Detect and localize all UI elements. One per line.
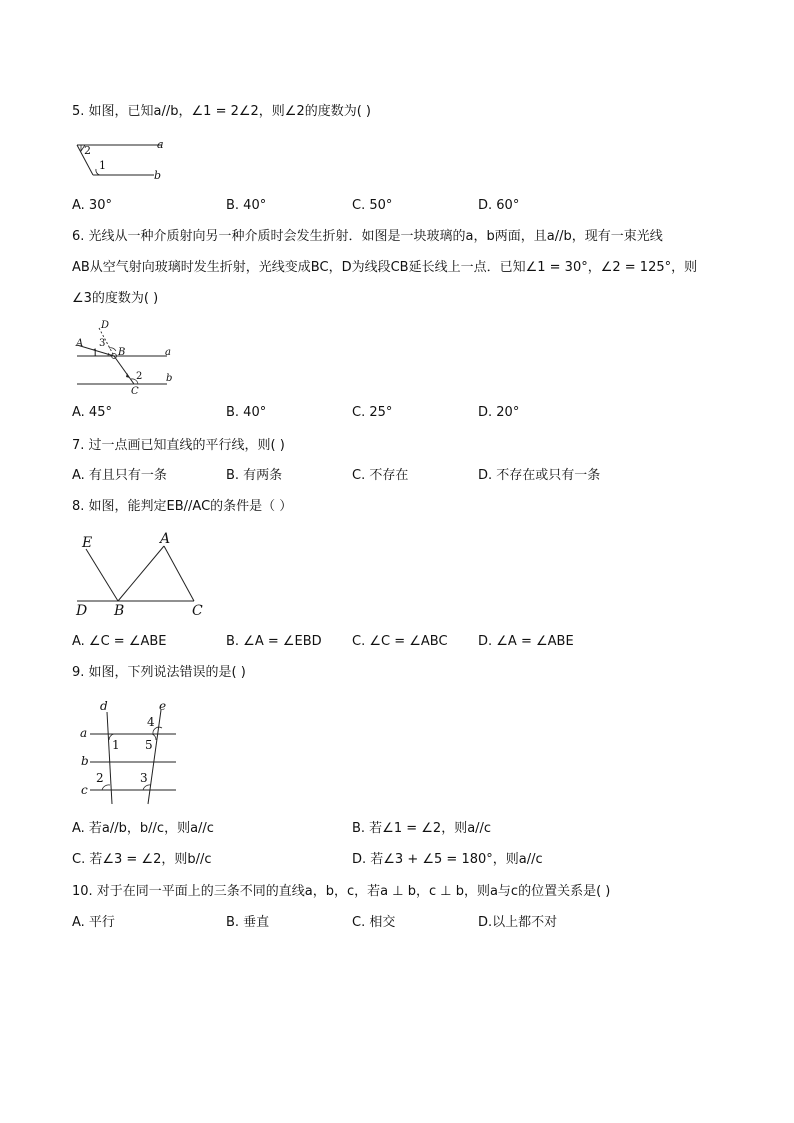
q6-option-c: C. 25°: [352, 405, 393, 420]
q8-option-c: C. ∠C = ∠ABC: [352, 634, 448, 649]
q9-stem: 9. 如图，下列说法错误的是( ): [72, 665, 246, 680]
q6-stem-line-2: AB从空气射向玻璃时发生折射，光线变成BC，D为线段CB延长线上一点．已知∠1 = 30°，∠2 = 125°，则: [72, 260, 698, 275]
q9-line-c-label: c: [81, 783, 88, 797]
q5-option-a: A. 30°: [72, 198, 112, 213]
q7-option-b: B. 有两条: [226, 468, 283, 483]
q5-angle-2-label: 2: [84, 144, 91, 157]
q6-line-a-label: a: [165, 347, 171, 358]
q7-stem: 7. 过一点画已知直线的平行线，则( ): [72, 438, 285, 453]
q6-stem-line-3: ∠3的度数为( ): [72, 291, 159, 306]
q9-option-b: B. 若∠1 = ∠2，则a//c: [352, 821, 492, 836]
q9-figure: [72, 696, 192, 812]
q6-point-b-label: B: [118, 347, 126, 358]
q5-option-b: B. 40°: [226, 198, 267, 213]
q8-point-d-label: D: [76, 603, 88, 619]
q9-line-e-label: e: [159, 699, 167, 713]
q6-option-d: D. 20°: [478, 405, 520, 420]
q10-option-a: A. 平行: [72, 915, 115, 930]
q5-angle-1-label: 1: [99, 159, 106, 172]
q8-option-a: A. ∠C = ∠ABE: [72, 634, 167, 649]
q8-figure: [72, 530, 212, 620]
q10-option-d: D.以上都不对: [478, 915, 558, 930]
q8-point-c-label: C: [192, 603, 203, 619]
q9-angle-5-label: 5: [145, 738, 153, 752]
q8-point-b-label: B: [114, 603, 125, 619]
q9-option-c: C. 若∠3 = ∠2，则b//c: [72, 852, 212, 867]
q8-option-b: B. ∠A = ∠EBD: [226, 634, 322, 649]
q8-point-a-label: A: [160, 531, 171, 547]
q9-line-d-label: d: [100, 699, 108, 713]
q8-stem: 8. 如图，能判定EB//AC的条件是（ ）: [72, 499, 293, 514]
q6-line-b-label: b: [166, 373, 173, 384]
q5-option-c: C. 50°: [352, 198, 393, 213]
q9-angle-4-label: 4: [147, 715, 155, 729]
q9-line-a-label: a: [80, 726, 88, 740]
q9-angle-1-label: 1: [112, 738, 120, 752]
q9-option-d: D. 若∠3 + ∠5 = 180°，则a//c: [352, 852, 543, 867]
q9-option-a: A. 若a//b，b//c，则a//c: [72, 821, 214, 836]
q6-point-c-label: C: [131, 386, 139, 397]
q5-line-b-label: b: [154, 169, 162, 182]
q9-line-b-label: b: [81, 754, 89, 768]
q10-stem: 10. 对于在同一平面上的三条不同的直线a，b，c，若a ⊥ b，c ⊥ b，则a与c的位置关系是( ): [72, 884, 611, 899]
q5-figure: [72, 138, 182, 188]
q6-stem-line-1: 6. 光线从一种介质射向另一种介质时会发生折射．如图是一块玻璃的a，b两面，且a//b，现有一束光线: [72, 229, 663, 244]
q6-angle-2-label: 2: [136, 371, 143, 382]
q7-option-a: A. 有且只有一条: [72, 468, 167, 483]
q6-option-b: B. 40°: [226, 405, 267, 420]
q6-point-a-label: A: [76, 338, 84, 349]
q7-option-c: C. 不存在: [352, 468, 409, 483]
q6-point-d-label: D: [101, 320, 110, 331]
q6-figure: [72, 318, 182, 400]
q10-option-b: B. 垂直: [226, 915, 270, 930]
q9-angle-3-label: 3: [140, 771, 148, 785]
q5-option-d: D. 60°: [478, 198, 520, 213]
q6-angle-3-label: 3: [99, 338, 106, 349]
q5-stem: 5. 如图，已知a//b，∠1 = 2∠2，则∠2的度数为( ): [72, 104, 371, 119]
q8-option-d: D. ∠A = ∠ABE: [478, 634, 574, 649]
q5-line-a-label: a: [157, 138, 164, 151]
q9-angle-2-label: 2: [96, 771, 104, 785]
q7-option-d: D. 不存在或只有一条: [478, 468, 601, 483]
q6-option-a: A. 45°: [72, 405, 112, 420]
q6-angle-1-label: 1: [92, 348, 99, 359]
q8-point-e-label: E: [82, 535, 93, 551]
q10-option-c: C. 相交: [352, 915, 396, 930]
